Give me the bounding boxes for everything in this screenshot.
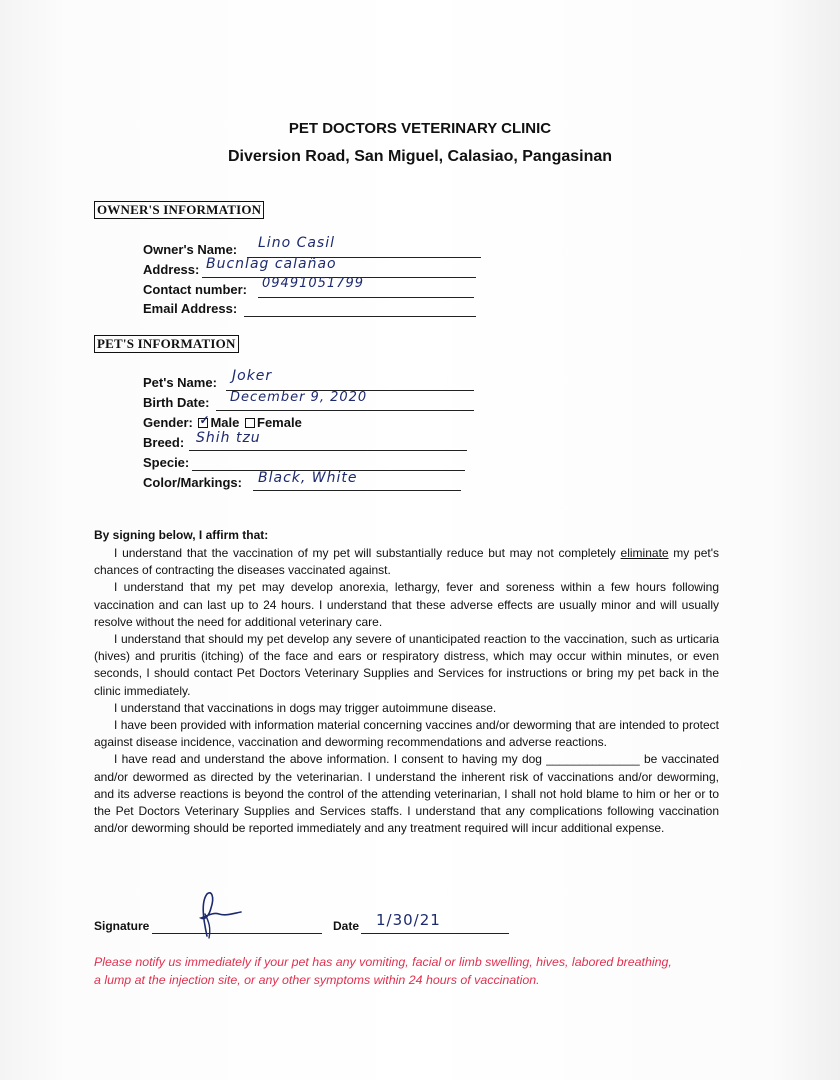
pet-color-label: Color/Markings: <box>143 475 242 490</box>
female-checkbox[interactable] <box>245 418 255 428</box>
owner-email-line <box>244 316 476 317</box>
clinic-name: PET DOCTORS VETERINARY CLINIC <box>288 120 552 137</box>
clinic-address: Diversion Road, San Miguel, Calasiao, Pangasinan <box>227 148 613 165</box>
consent-paragraph-1: I understand that the vaccination of my pet will substantially reduce but may not completely eliminate my pet's chances of contracting the diseases vaccinated against. <box>94 546 720 578</box>
handwritten-signature[interactable] <box>185 888 245 940</box>
post-vaccination-notice: Please notify us immediately if your pet has any vomiting, facial or limb swelling, hives, labored breathing, a lump at the injection site, or any other symptoms within 24 hours of vaccination. <box>94 955 672 987</box>
pet-birth-value[interactable]: December 9, 2020 <box>230 390 368 405</box>
owner-email-label: Email Address: <box>143 301 238 316</box>
pet-breed-value[interactable]: Shih tzu <box>196 430 261 446</box>
owner-contact-line <box>258 297 474 298</box>
pet-name-label: Pet's Name: <box>143 375 217 390</box>
pet-specie-label: Specie: <box>143 455 190 470</box>
owner-contact-value[interactable]: 09491051799 <box>262 276 364 291</box>
signature-label: Signature <box>94 919 150 933</box>
pet-gender-label: Gender: <box>143 415 193 430</box>
owner-name-label: Owner's Name: <box>143 242 238 257</box>
date-label: Date <box>333 919 360 933</box>
consent-paragraph-2: I understand that my pet may develop anorexia, lethargy, fever and soreness within a few hours following vaccination and can last up to 24 hours. I understand that these adverse effects are usually minor and will usually resolve without the need for additional veterinary care. <box>94 580 719 629</box>
owner-address-value[interactable]: Bucnlag calañao <box>206 256 337 272</box>
pet-gender-row <box>143 412 302 430</box>
male-option-label: Male <box>210 415 240 430</box>
consent-paragraph-3: I understand that should my pet develop any severe of unanticipated reaction to the vaccination, such as urticaria (hives) and pruritis (itching) of the face and ears or respiratory distress, which may occur within minutes, or even seconds, I should contact Pet Doctors Veterinary Supplies and Services for instructions or bring my pet back in the clinic immediately. <box>94 632 719 698</box>
pet-birth-label: Birth Date: <box>143 395 210 410</box>
dog-name-blank[interactable]: ______________ <box>546 752 640 767</box>
pet-birth-line <box>216 410 474 411</box>
consent-paragraph-6: I have read and understand the above information. I consent to having my dog ______________ be vaccinated and/or dewormed as directed by the veterinarian. I understand the inherent risk of vaccinations and/or deworming, and its adverse reactions is beyond the control of the attending veterinarian, I shall not hold blame to him or her or to the Pet Doctors Veterinary Supplies and Services staffs. I understand that any complications following vaccination and/or deworming should be reported immediately and any treatment required will incur additional expense. <box>94 752 719 836</box>
consent-intro: By signing below, I affirm that: <box>94 528 269 542</box>
eliminate-underlined: eliminate <box>620 546 669 560</box>
pet-breed-label: Breed: <box>143 435 185 450</box>
pet-color-value[interactable]: Black, White <box>258 470 358 486</box>
owner-contact-label: Contact number: <box>143 282 247 297</box>
consent-paragraph-4: I understand that vaccinations in dogs may trigger autoimmune disease. <box>114 700 497 715</box>
date-line <box>361 933 509 934</box>
female-option-label: Female <box>257 415 302 430</box>
consent-paragraphs <box>94 545 719 837</box>
consent-paragraph-5: I have been provided with information material concerning vaccines and/or deworming that are intended to protect against disease incidence, vaccination and deworming recommendations and adverse reactions. <box>94 718 719 750</box>
pet-color-line <box>253 490 461 491</box>
pet-name-value[interactable]: Joker <box>232 368 273 384</box>
owner-name-value[interactable]: Lino Casil <box>258 235 336 251</box>
pet-section-title: PET'S INFORMATION <box>94 335 239 353</box>
date-value[interactable]: 1/30/21 <box>376 911 441 929</box>
male-checkbox[interactable]: ✓ <box>199 412 210 427</box>
pet-breed-line <box>189 450 467 451</box>
owner-section-title: OWNER'S INFORMATION <box>94 201 264 219</box>
owner-address-label: Address: <box>143 262 200 277</box>
